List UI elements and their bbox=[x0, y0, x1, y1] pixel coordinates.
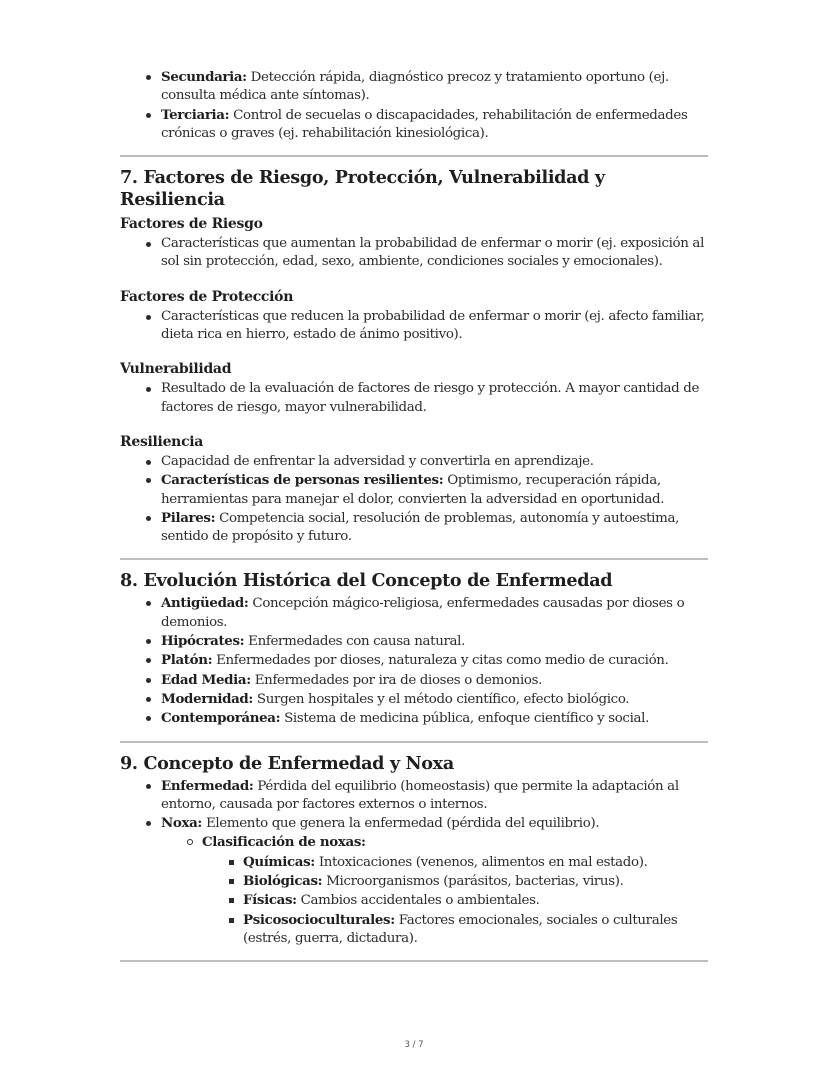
definition: Control de secuelas o discapacidades, rehabilitación de enfermedades crónicas o graves (ej. rehabilitación kinesiológica). bbox=[161, 107, 688, 141]
term: Terciaria: bbox=[161, 106, 230, 123]
term: Secundaria: bbox=[161, 69, 247, 85]
document-page bbox=[120, 68, 708, 962]
list-item bbox=[120, 632, 708, 651]
term: Modernidad: bbox=[161, 690, 254, 707]
list-item bbox=[120, 690, 708, 709]
definition: Enfermedades por ira de dioses o demonios. bbox=[250, 672, 543, 688]
definition: Cambios accidentales o ambientales. bbox=[296, 893, 540, 909]
divider bbox=[120, 155, 708, 157]
definition: Pérdida del equilibrio (homeostasis) que permite la adaptación al entorno, causada por factores externos o internos. bbox=[161, 778, 679, 812]
term: Físicas: bbox=[243, 892, 297, 909]
section-7-title: 7. Factores de Riesgo, Protección, Vulnerabilidad y Resiliencia bbox=[120, 167, 605, 211]
definition: Enfermedades por dioses, naturaleza y citas como medio de curación. bbox=[212, 653, 669, 669]
list-item bbox=[120, 651, 708, 670]
list-item bbox=[120, 814, 708, 948]
list-item bbox=[120, 709, 708, 728]
term: Antigüedad: bbox=[161, 595, 249, 612]
term: Químicas: bbox=[243, 853, 315, 870]
list-item bbox=[120, 777, 708, 815]
proteccion-heading: Factores de Protección bbox=[120, 288, 294, 305]
section-9-title: 9. Concepto de Enfermedad y Noxa bbox=[120, 752, 454, 774]
list-item bbox=[120, 106, 708, 144]
proteccion-list bbox=[120, 308, 708, 345]
resiliencia-heading: Resiliencia bbox=[120, 433, 204, 450]
page-indicator: 3 / 7 bbox=[404, 1040, 424, 1050]
definition: Optimismo, recuperación rápida, herramientas para manejar el dolor, convierten la adversidad en oportunidad. bbox=[161, 473, 665, 507]
definition: Intoxicaciones (venenos, alimentos en mal estado). bbox=[314, 854, 648, 870]
list-item bbox=[120, 671, 708, 690]
noxa-sublist bbox=[161, 833, 708, 948]
divider bbox=[120, 960, 708, 962]
section-8-title: 8. Evolución Histórica del Concepto de Enfermedad bbox=[120, 570, 613, 592]
list-item bbox=[120, 471, 708, 509]
list-item bbox=[120, 68, 708, 106]
term: Pilares: bbox=[161, 509, 216, 526]
divider bbox=[120, 558, 708, 560]
definition: Sistema de medicina pública, enfoque científico y social. bbox=[280, 711, 649, 727]
riesgo-list bbox=[120, 235, 708, 272]
term: Biológicas: bbox=[243, 873, 323, 890]
definition: Enfermedades con causa natural. bbox=[244, 634, 466, 650]
divider bbox=[120, 741, 708, 743]
historia-list bbox=[120, 594, 708, 728]
definition: Surgen hospitales y el método científico, efecto biológico. bbox=[253, 691, 630, 707]
term: Hipócrates: bbox=[161, 633, 245, 650]
list-item bbox=[161, 833, 708, 948]
vulnerabilidad-list bbox=[120, 380, 708, 417]
vulnerabilidad-heading: Vulnerabilidad bbox=[120, 361, 232, 378]
definition: Concepción mágico-religiosa, enfermedades causadas por dioses o demonios. bbox=[161, 596, 685, 630]
list-item: Características que reducen la probabilidad de enfermar o morir (ej. afecto familiar, dieta rica en hierro, estado de ánimo positivo). bbox=[120, 308, 708, 345]
definition: Microorganismos (parásitos, bacterias, virus). bbox=[322, 874, 624, 890]
list-item: Capacidad de enfrentar la adversidad y convertirla en aprendizaje. bbox=[120, 453, 708, 471]
term: Noxa: bbox=[161, 815, 203, 832]
definition: Competencia social, resolución de problemas, autonomía y autoestima, sentido de propósito y futuro. bbox=[161, 510, 679, 545]
term: Psicosocioculturales: bbox=[243, 911, 395, 928]
term: Enfermedad: bbox=[161, 777, 254, 794]
list-item: Resultado de la evaluación de factores de riesgo y protección. A mayor cantidad de factores de riesgo, mayor vulnerabilidad. bbox=[120, 380, 708, 417]
resiliencia-list bbox=[120, 453, 708, 546]
list-item bbox=[202, 872, 708, 891]
list-item bbox=[120, 509, 708, 547]
riesgo-heading: Factores de Riesgo bbox=[120, 216, 263, 233]
list-item bbox=[202, 891, 708, 910]
term: Platón: bbox=[161, 652, 213, 669]
term: Clasificación de noxas: bbox=[202, 834, 366, 851]
term: Edad Media: bbox=[161, 671, 251, 688]
list-item: Características que aumentan la probabilidad de enfermar o morir (ej. exposición al sol sin protección, edad, sexo, ambiente, condiciones sociales y emocionales). bbox=[120, 235, 708, 272]
list-item bbox=[202, 853, 708, 872]
enfermedad-noxa-list bbox=[120, 777, 708, 949]
prevention-levels-list bbox=[120, 68, 708, 143]
definition: Factores emocionales, sociales o culturales (estrés, guerra, dictadura). bbox=[243, 912, 678, 946]
term: Características de personas resilientes: bbox=[161, 472, 444, 489]
term: Contemporánea: bbox=[161, 710, 281, 727]
definition: Detección rápida, diagnóstico precoz y tratamiento oportuno (ej. consulta médica ante síntomas). bbox=[161, 70, 669, 104]
definition: Elemento que genera la enfermedad (pérdida del equilibrio). bbox=[202, 816, 600, 832]
list-item bbox=[120, 594, 708, 632]
noxa-types-list bbox=[202, 853, 708, 948]
list-item bbox=[202, 911, 708, 949]
